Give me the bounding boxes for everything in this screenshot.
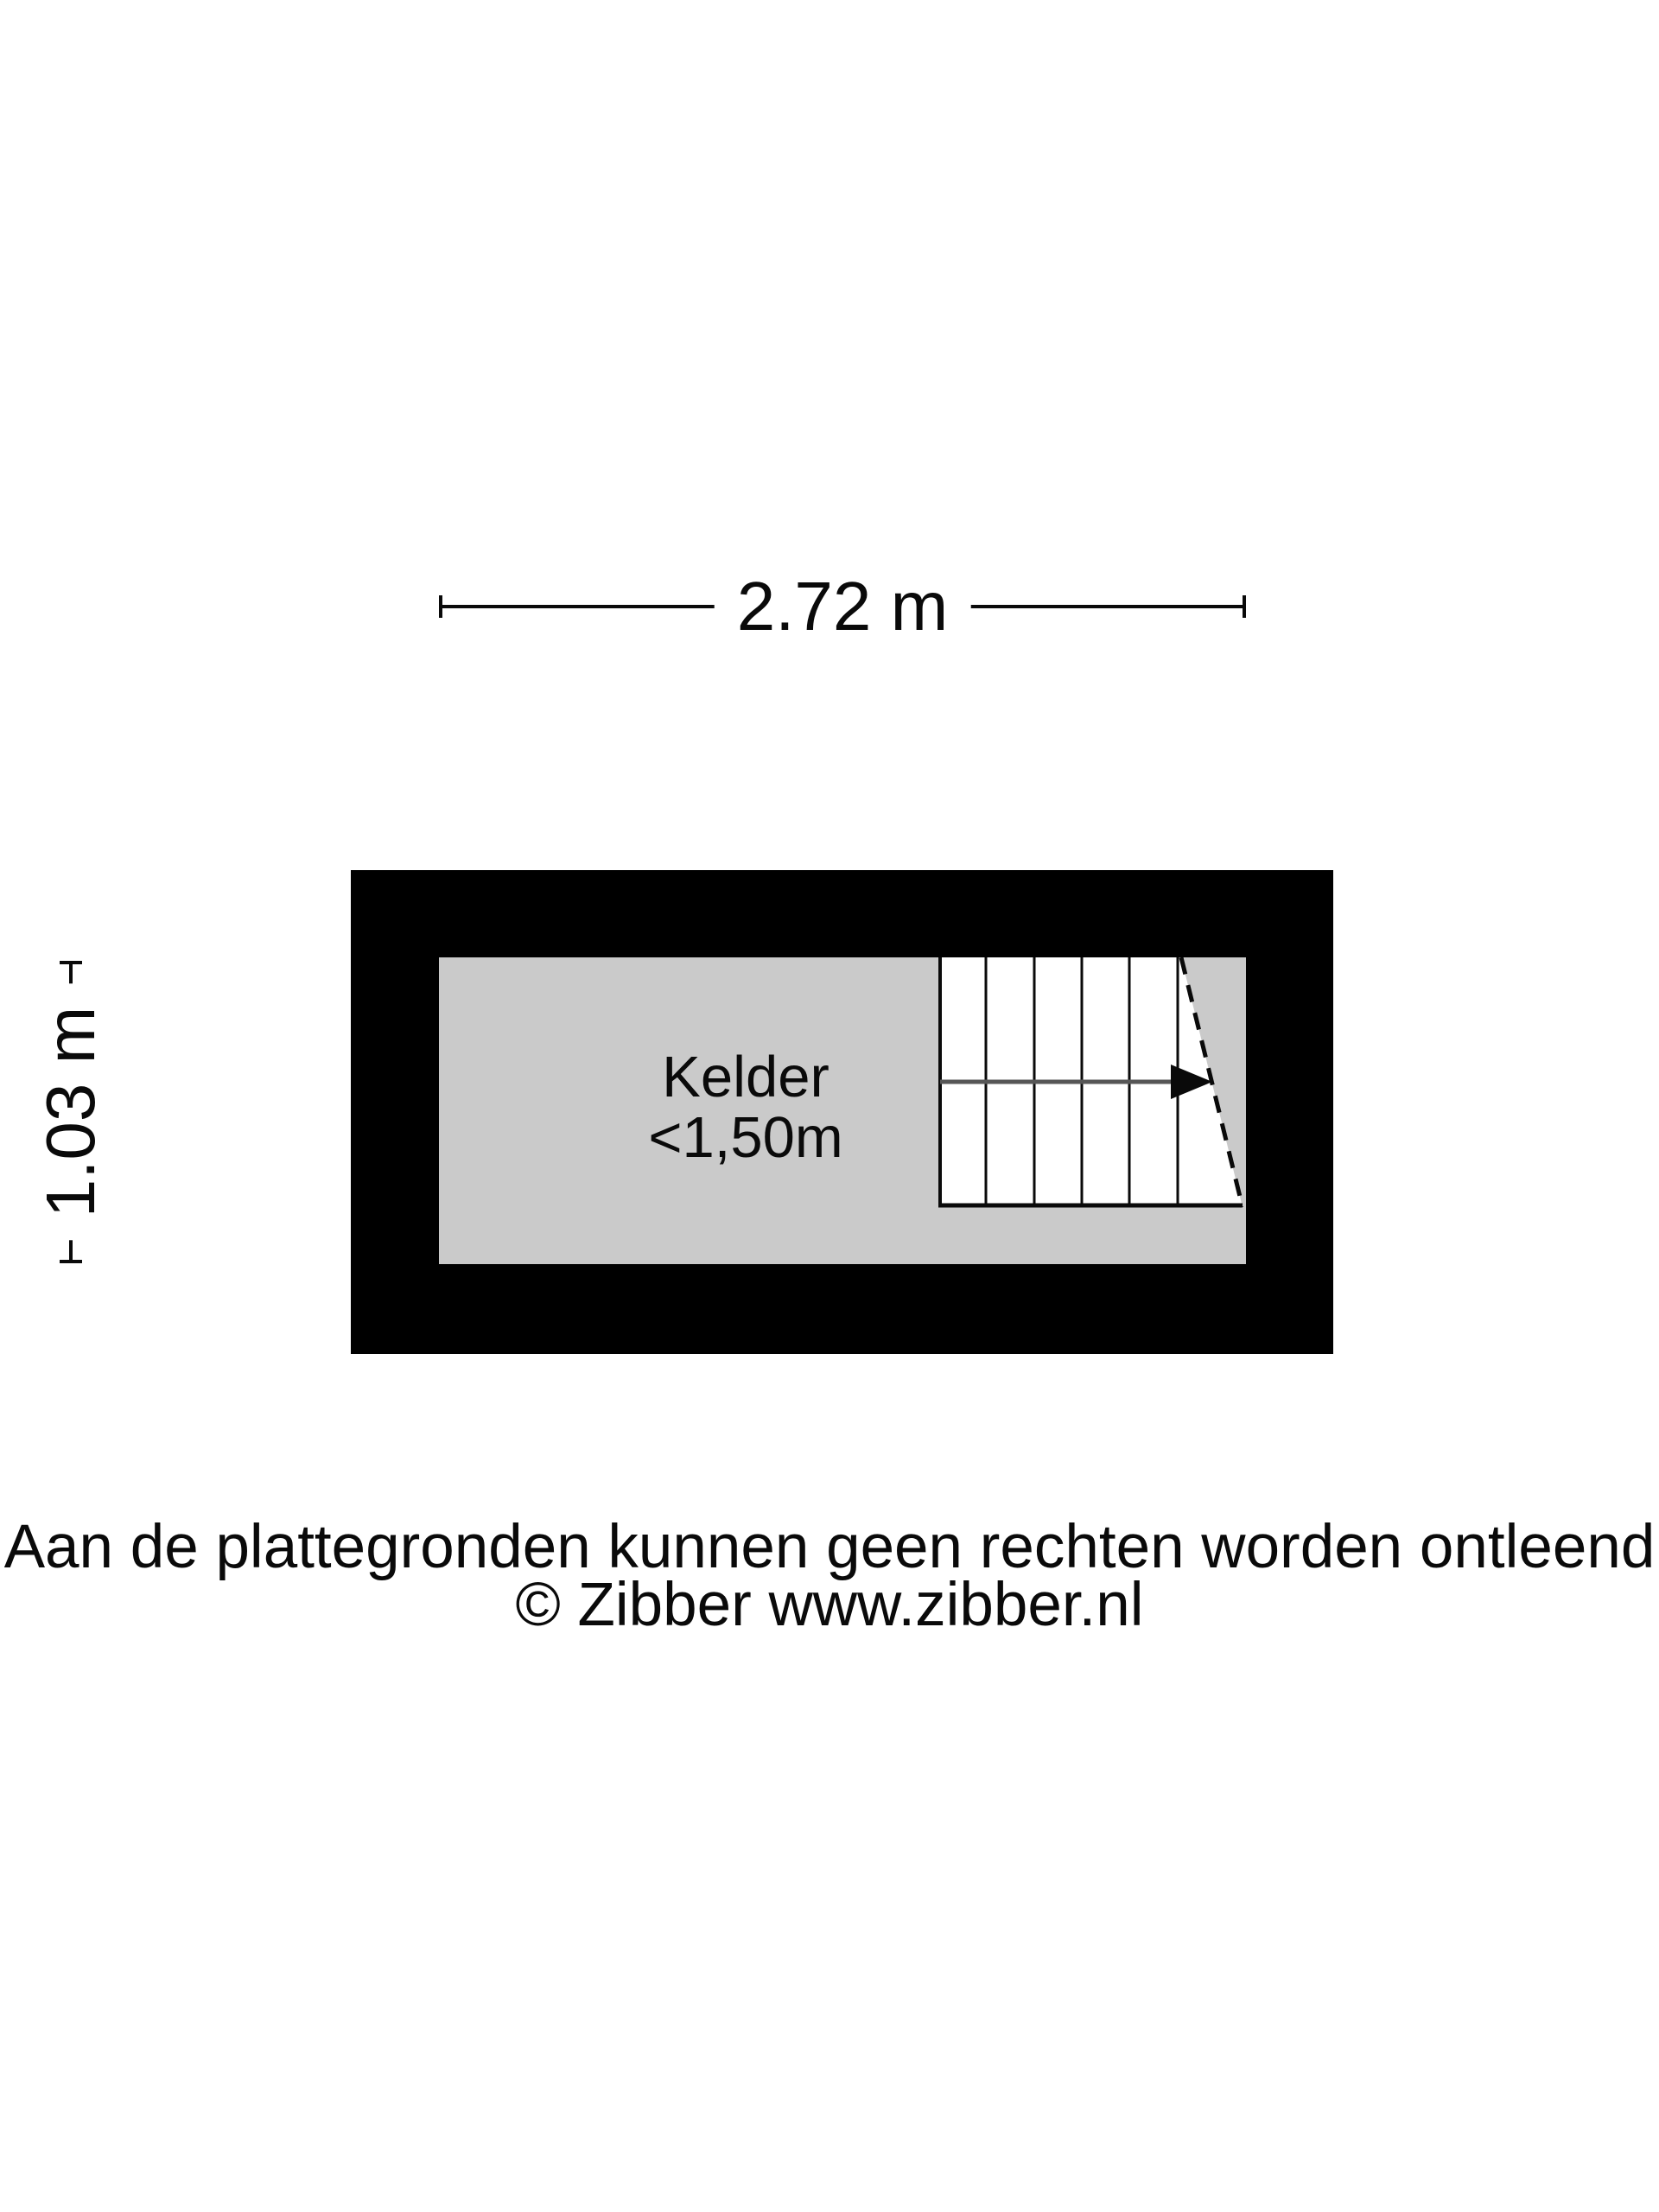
- dimension-height-label: 1.03 m: [36, 984, 105, 1241]
- disclaimer-text: Aan de plattegronden kunnen geen rechten worden ontleend: [3, 1513, 1656, 1581]
- staircase: [938, 957, 1243, 1208]
- copyright-text: © Zibber www.zibber.nl: [515, 1571, 1144, 1639]
- room-name: Kelder: [662, 1045, 830, 1109]
- dimension-width-label: 2.72 m: [715, 572, 971, 641]
- room-label: [648, 1047, 842, 1168]
- dimension-width: [439, 568, 1246, 645]
- footer: [0, 1513, 1659, 1639]
- dimension-height-tick-bottom: [60, 1260, 82, 1263]
- dimension-height: [32, 961, 109, 1263]
- room-height-note: <1,50m: [648, 1105, 843, 1170]
- dimension-width-tick-right: [1243, 595, 1246, 618]
